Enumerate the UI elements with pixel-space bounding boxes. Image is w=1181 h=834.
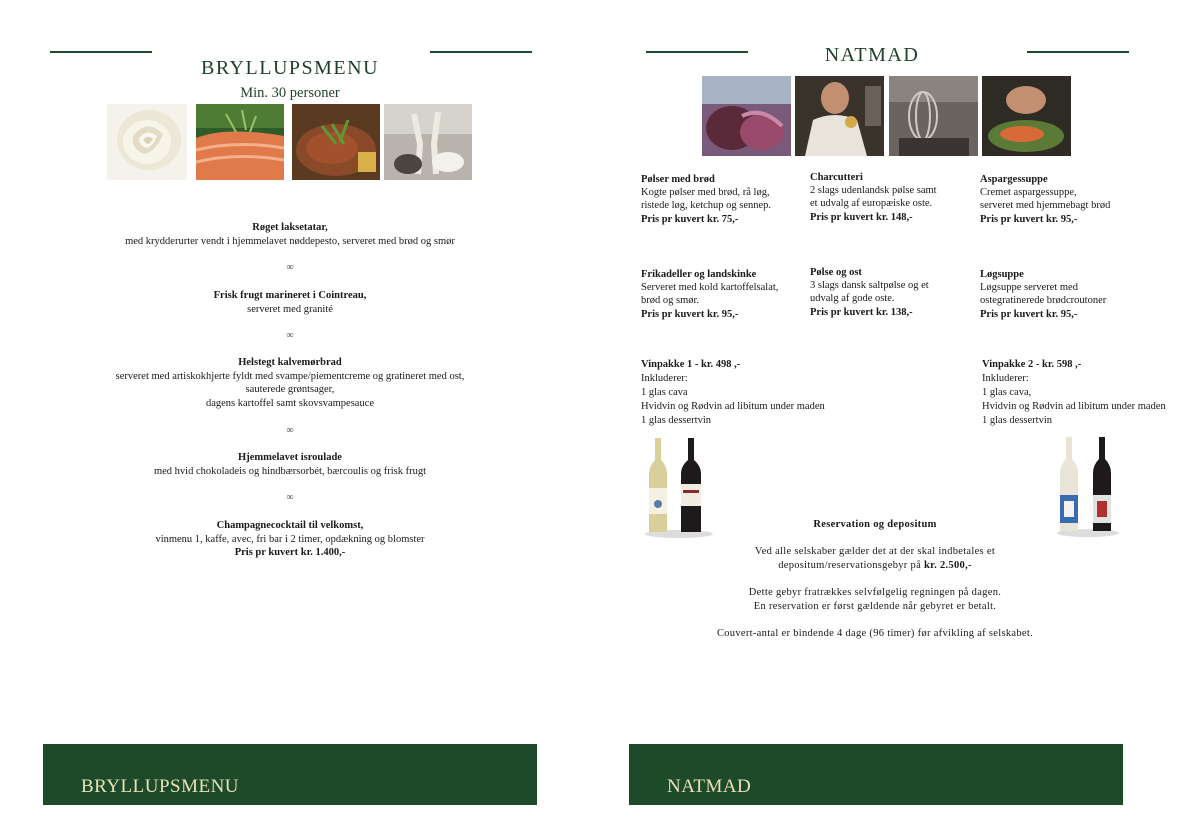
natmad-item-5-name: Pølse og ost: [810, 267, 862, 278]
photo-salmon-dill: [196, 104, 284, 180]
course-4-desc: med hvid chokoladeis og hindbærsorbét, bærcoulis og frisk frugt: [153, 465, 427, 477]
photo-white-rose: [107, 104, 187, 180]
natmad-item-6-name: Løgsuppe: [980, 269, 1024, 280]
natmad-item-1-line-2: ristede løg, ketchup og sennep.: [641, 200, 772, 212]
natmad-item-3-line-1: Cremet aspargessuppe,: [980, 187, 1077, 199]
course-5-price: Pris pr kuvert kr. 1.400,-: [234, 547, 346, 558]
natmad-item-4-line-2: brød og smør.: [641, 295, 700, 307]
course-3: [50, 356, 530, 410]
wine-package-1-line-4: 1 glas dessertvin: [641, 415, 711, 426]
natmad-item-3-price: Pris pr kuvert kr. 95,-: [980, 213, 1078, 225]
natmad-item-4-price: Pris pr kuvert kr. 95,-: [641, 308, 739, 320]
reservation-paragraph-2: [630, 586, 1120, 614]
separator-2: ∞: [286, 330, 294, 341]
photo-plated-dish: [982, 76, 1071, 156]
natmad-item-2-line-2: et udvalg af europæiske oste.: [810, 198, 933, 210]
reservation-deposit-amount: kr. 2.500,-: [923, 560, 972, 571]
reservation-p1-line-2: [630, 559, 1120, 573]
wine-package-1-line-1: Inkluderer:: [641, 373, 688, 384]
natmad-item-6-line-1: Løgsuppe serveret med: [980, 282, 1078, 294]
reservation-p1-line-1: Ved alle selskaber gælder det at der skal indbetales et: [754, 546, 996, 557]
natmad-item-5-line-1: 3 slags dansk saltpølse og et: [810, 280, 929, 292]
natmad-item-3-name: Aspargessuppe: [980, 174, 1048, 185]
separator-4: ∞: [286, 492, 294, 503]
course-2-name: Frisk frugt marineret i Cointreau,: [213, 290, 367, 301]
wine-package-2-line-4: 1 glas dessertvin: [982, 415, 1052, 426]
wine-package-1-title: Vinpakke 1 - kr. 498 ,-: [641, 359, 741, 370]
natmad-item-1-price: Pris pr kuvert kr. 75,-: [641, 213, 739, 225]
natmad-item-5-price: Pris pr kuvert kr. 138,-: [810, 306, 913, 318]
wine-package-2-title: Vinpakke 2 - kr. 598 ,-: [982, 359, 1082, 370]
natmad-item-2-price: Pris pr kuvert kr. 148,-: [810, 211, 913, 223]
wine-package-1: [641, 358, 881, 428]
reservation-p2-line-2: En reservation er først gældende når gebyret er betalt.: [753, 601, 997, 612]
wine-package-1-line-3: Hvidvin og Rødvin ad libitum under maden: [641, 401, 825, 412]
course-5: [50, 519, 530, 560]
header-rule-left-a: [50, 51, 152, 53]
natmad-item-4: [641, 268, 806, 321]
natmad-item-6-price: Pris pr kuvert kr. 95,-: [980, 308, 1078, 320]
natmad-item-5: [810, 266, 975, 319]
course-2-desc: serveret med granité: [247, 303, 333, 315]
natmad-item-4-name: Frikadeller og landskinke: [641, 269, 757, 280]
natmad-item-2-name: Charcutteri: [810, 172, 863, 183]
photo-chef: [795, 76, 884, 156]
course-5-desc: vinmenu 1, kaffe, avec, fri bar i 2 timer, opdækning og blomster: [155, 533, 425, 545]
footer-band-left: [43, 744, 537, 805]
course-1-name: Røget laksetatar,: [252, 222, 328, 233]
header-rule-right-a: [646, 51, 748, 53]
natmad-item-6: [980, 268, 1155, 321]
reservation-paragraph-1: [630, 545, 1120, 573]
natmad-item-1-line-1: Kogte pølser med brød, rå løg,: [641, 187, 770, 199]
page-title-natmad: NATMAD: [824, 44, 920, 66]
page-title-bryllupsmenu: BRYLLUPSMENU: [200, 57, 380, 79]
course-2: [50, 289, 530, 316]
wine-package-2-line-1: Inkluderer:: [982, 373, 1029, 384]
course-1: [50, 221, 530, 248]
natmad-item-1: [641, 173, 806, 226]
footer-band-right: [629, 744, 1123, 805]
natmad-item-1-name: Pølser med brød: [641, 174, 715, 185]
course-3-desc-line-2: sauterede grøntsager,: [245, 384, 335, 395]
photo-whisk-kitchen: [889, 76, 978, 156]
wine-package-2: [982, 358, 1178, 428]
wine-package-1-line-2: 1 glas cava: [641, 387, 688, 398]
course-1-desc: med krydderurter vendt i hjemmelavet nøddepesto, serveret med brød og smør: [125, 235, 455, 247]
reservation-p2-line-1: Dette gebyr fratrækkes selvfølgelig regningen på dagen.: [748, 587, 1002, 598]
page-subtitle: Min. 30 personer: [240, 85, 340, 101]
natmad-item-3: [980, 173, 1155, 226]
course-3-desc-line-3: dagens kartoffel samt skovsvampesauce: [205, 397, 375, 409]
natmad-item-4-line-1: Serveret med kold kartoffelsalat,: [641, 282, 779, 294]
photo-champagne-toast: [384, 104, 472, 180]
header-rule-right-b: [1027, 51, 1129, 53]
course-4-name: Hjemmelavet isroulade: [238, 452, 342, 463]
footer-label-right: NATMAD: [667, 776, 752, 797]
footer-label-left: BRYLLUPSMENU: [81, 776, 240, 797]
natmad-item-3-line-2: serveret med hjemmebagt brød: [980, 200, 1111, 212]
photo-veal-dish: [292, 104, 380, 180]
natmad-item-2: [810, 171, 975, 224]
photo-onions-sausage: [702, 76, 791, 156]
wine-package-2-line-3: Hvidvin og Rødvin ad libitum under maden: [982, 401, 1166, 412]
course-4: [50, 451, 530, 478]
course-3-name: Helstegt kalvemørbrad: [238, 357, 342, 368]
reservation-p1-line-2-text: depositum/reservationsgebyr på: [778, 560, 924, 571]
separator-1: ∞: [286, 262, 294, 273]
course-3-desc-line-1: serveret med artiskokhjerte fyldt med svampe/piementcreme og gratineret med ost,: [115, 370, 465, 382]
reservation-title: Reservation og depositum: [813, 519, 937, 530]
course-5-name: Champagnecocktail til velkomst,: [216, 520, 364, 531]
natmad-item-6-line-2: ostegratinerede brødcroutoner: [980, 295, 1107, 307]
wine-package-2-line-2: 1 glas cava,: [982, 387, 1032, 398]
natmad-item-5-line-2: udvalg af gode oste.: [810, 293, 895, 305]
separator-3: ∞: [286, 425, 294, 436]
header-rule-left-b: [430, 51, 532, 53]
natmad-item-2-line-1: 2 slags udenlandsk pølse samt: [810, 185, 937, 197]
reservation-paragraph-3: Couvert-antal er bindende 4 dage (96 timer) før afvikling af selskabet.: [716, 628, 1034, 639]
